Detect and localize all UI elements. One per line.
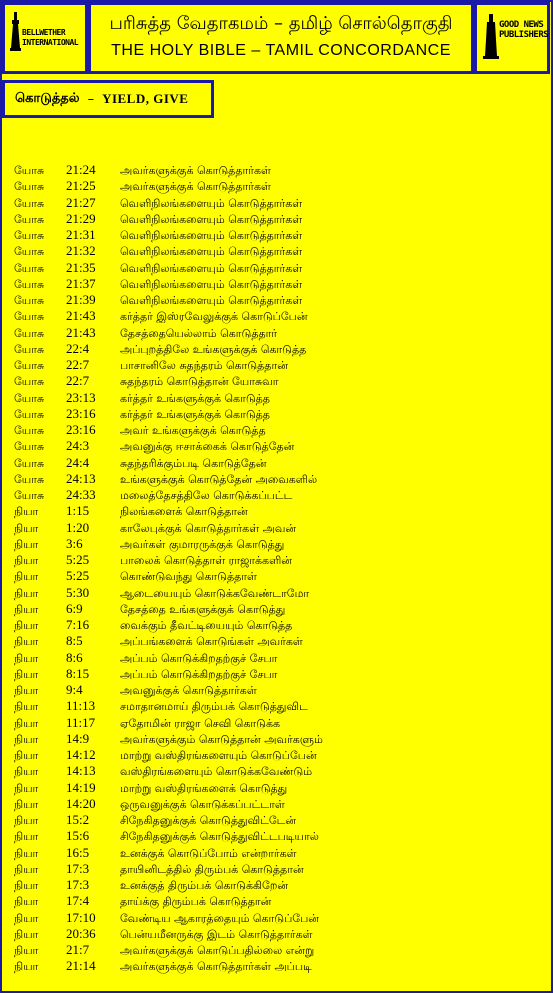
verse-reference: 14:13 <box>66 763 96 779</box>
verse-excerpt: சிநேகிதனுக்குக் கொடுத்துவிட்டபடியால் <box>120 830 319 844</box>
verse-reference: 21:25 <box>66 178 96 194</box>
book-name: நியா <box>14 781 39 795</box>
verse-reference: 21:14 <box>66 958 96 974</box>
book-name: யோசு <box>14 472 45 486</box>
verse-reference: 21:37 <box>66 275 96 291</box>
book-name: நியா <box>14 700 39 714</box>
list-item <box>14 308 323 324</box>
verse-reference: 24:3 <box>66 438 90 454</box>
verse-reference: 8:15 <box>66 665 90 681</box>
list-item <box>14 178 323 194</box>
book-name: நியா <box>14 830 39 844</box>
verse-excerpt: அவர்களுக்குக் கொடுத்தார்கள் <box>120 164 271 177</box>
verse-reference: 21:31 <box>66 227 96 242</box>
list-item <box>14 390 323 406</box>
headword-box <box>2 80 214 118</box>
list-item <box>14 666 323 682</box>
verse-reference: 21:7 <box>66 942 90 957</box>
verse-reference: 24:33 <box>66 487 96 502</box>
list-item <box>14 227 323 243</box>
verse-excerpt: அவர்களுக்கும் கொடுத்தான் அவர்களும் <box>120 732 323 746</box>
verse-reference: 14:20 <box>66 795 96 811</box>
verse-excerpt: மாற்று வஸ்திரங்களையும் கொடுப்பேன் <box>120 749 317 762</box>
verse-reference: 21:32 <box>66 243 96 259</box>
book-name: நியா <box>14 862 39 876</box>
book-name: யோசு <box>14 407 45 421</box>
list-item <box>14 731 323 747</box>
book-name: யோசு <box>14 440 45 454</box>
list-item <box>14 487 323 503</box>
verse-reference: 8:6 <box>66 649 83 665</box>
verse-excerpt: தாய்க்கு திரும்பக் கொடுத்தான் <box>120 895 272 909</box>
book-name: யோசு <box>14 212 45 226</box>
book-name: நியா <box>14 927 39 941</box>
book-name: யோசு <box>14 391 45 405</box>
verse-reference: 17:3 <box>66 877 90 892</box>
book-name: யோசு <box>14 326 45 340</box>
verse-excerpt: வெளிநிலங்களையும் கொடுத்தார்கள் <box>120 196 303 210</box>
verse-reference: 21:24 <box>66 162 96 177</box>
verse-excerpt: தேசத்தையெல்லாம் கொடுத்தார் <box>120 326 278 340</box>
verse-reference: 21:35 <box>66 259 96 275</box>
verse-excerpt: சமாதானமாய் திரும்பக் கொடுத்துவிட <box>120 700 308 714</box>
verse-excerpt: அவர்களுக்குக் கொடுத்தார்கள் அப்படி <box>120 960 312 974</box>
verse-excerpt: வெளிநிலங்களையும் கொடுத்தார்கள் <box>120 261 303 275</box>
verse-excerpt: சுதந்தரம் கொடுத்தான் யோசுவா <box>120 375 279 389</box>
book-name: நியா <box>14 667 39 681</box>
verse-reference: 21:27 <box>66 194 96 210</box>
verse-excerpt: வெளிநிலங்களையும் கொடுத்தார்கள் <box>120 245 303 259</box>
list-item <box>14 357 323 373</box>
concordance-list <box>14 162 323 975</box>
list-item <box>14 780 323 796</box>
verse-excerpt: ஒருவனுக்குக் கொடுக்கப்பட்டாள் <box>120 797 285 811</box>
verse-excerpt: அவனுக்கு ஈசாக்கைக் கொடுத்தேன் <box>120 440 295 454</box>
list-item <box>14 861 323 877</box>
verse-reference: 7:16 <box>66 617 90 632</box>
list-item <box>14 601 323 617</box>
verse-reference: 5:25 <box>66 568 90 584</box>
list-item <box>14 633 323 649</box>
book-name: யோசு <box>14 424 45 437</box>
verse-reference: 23:16 <box>66 405 96 421</box>
list-item <box>14 910 323 926</box>
list-item <box>14 926 323 942</box>
title-banner <box>88 2 474 74</box>
book-name: நியா <box>14 635 39 649</box>
verse-reference: 22:7 <box>66 373 90 389</box>
book-name: யோசு <box>14 164 45 177</box>
verse-excerpt: கொண்டுவந்து கொடுத்தாள் <box>120 570 257 584</box>
verse-reference: 11:17 <box>66 714 96 730</box>
list-item <box>14 341 323 357</box>
list-item <box>14 715 323 731</box>
book-name: நியா <box>14 944 39 957</box>
verse-reference: 17:10 <box>66 909 96 925</box>
verse-reference: 22:4 <box>66 340 90 356</box>
headword-separator: – <box>87 91 95 107</box>
book-name: நியா <box>14 651 39 665</box>
verse-excerpt: வேண்டிய ஆகாரத்தையும் கொடுப்பேன் <box>120 911 319 925</box>
list-item <box>14 406 323 422</box>
list-item <box>14 162 323 178</box>
verse-excerpt: அவர்கள் குமாரருக்குக் கொடுத்து <box>120 537 285 551</box>
logo-line-2: INTERNATIONAL <box>22 38 79 47</box>
verse-excerpt: வெளிநிலங்களையும் கொடுத்தார்கள் <box>120 229 303 242</box>
list-item <box>14 552 323 568</box>
list-item <box>14 942 323 958</box>
book-name: நியா <box>14 797 39 811</box>
list-item <box>14 373 323 389</box>
verse-excerpt: ஏதோமின் ராஜா செவி கொடுக்க <box>120 716 281 730</box>
list-item <box>14 845 323 861</box>
verse-excerpt: வெளிநிலங்களையும் கொடுத்தார்கள் <box>120 294 303 307</box>
good-news-logo <box>474 2 550 74</box>
list-item <box>14 617 323 633</box>
verse-reference: 14:9 <box>66 730 90 746</box>
book-name: நியா <box>14 505 39 519</box>
verse-reference: 24:13 <box>66 470 96 486</box>
verse-excerpt: ஆடையையும் கொடுக்கவேண்டாமோ <box>120 586 310 600</box>
book-name: நியா <box>14 602 39 616</box>
list-item <box>14 455 323 471</box>
list-item <box>14 325 323 341</box>
verse-excerpt: தாயினிடத்தில் திரும்பக் கொடுத்தான் <box>120 862 304 876</box>
list-item <box>14 763 323 779</box>
book-name: யோசு <box>14 196 45 210</box>
book-name: யோசு <box>14 180 45 194</box>
logo-line-1: BELLWETHER <box>22 28 66 37</box>
book-name: யோசு <box>14 375 45 389</box>
list-item <box>14 585 323 601</box>
verse-excerpt: பாசானிலே சுதந்தரம் கொடுத்தான் <box>120 359 288 372</box>
list-item <box>14 747 323 763</box>
verse-reference: 21:39 <box>66 292 96 307</box>
verse-reference: 15:6 <box>66 828 90 844</box>
logo-line-2: PUBLISHERS <box>499 30 549 40</box>
book-name: யோசு <box>14 245 45 259</box>
verse-excerpt: சிநேகிதனுக்குக் கொடுத்துவிட்டேன் <box>120 814 297 827</box>
verse-excerpt: மலைத்தேசத்திலே கொடுக்கப்பட்ட <box>120 489 293 502</box>
verse-excerpt: அப்பம் கொடுக்கிறதற்குச் சேபா <box>120 667 278 681</box>
verse-excerpt: அவர்களுக்குக் கொடுத்தார்கள் <box>120 180 271 194</box>
book-name: யோசு <box>14 261 45 275</box>
verse-excerpt: அவர்களுக்குக் கொடுப்பதில்லை என்று <box>120 944 315 957</box>
verse-reference: 23:16 <box>66 422 96 437</box>
verse-excerpt: கர்த்தர் இஸ்ரவேலுக்குக் கொடுப்பேன் <box>120 310 308 324</box>
book-name: நியா <box>14 814 39 827</box>
verse-excerpt: அவனுக்குக் கொடுத்தார்கள் <box>120 684 257 697</box>
verse-excerpt: பென்யமீனருக்கு இடம் கொடுத்தார்கள் <box>120 927 313 941</box>
list-item <box>14 812 323 828</box>
verse-reference: 16:5 <box>66 844 90 860</box>
verse-excerpt: அப்புறத்திலே உங்களுக்குக் கொடுத்த <box>120 342 307 356</box>
list-item <box>14 698 323 714</box>
verse-reference: 21:29 <box>66 210 96 226</box>
book-name: நியா <box>14 716 39 730</box>
verse-excerpt: மாற்று வஸ்திரங்களைக் கொடுத்து <box>120 781 288 795</box>
list-item <box>14 422 323 438</box>
verse-excerpt: உங்களுக்குக் கொடுத்தேன் அவைகளில் <box>120 472 318 486</box>
verse-excerpt: உனக்குத் திரும்பக் கொடுக்கிறேன் <box>120 879 289 892</box>
book-name: யோசு <box>14 310 45 324</box>
headword-english: YIELD, GIVE <box>102 91 189 106</box>
title-english: THE HOLY BIBLE – TAMIL CONCORDANCE <box>111 42 451 59</box>
verse-excerpt: காலேபுக்குக் கொடுத்தார்கள் அவன் <box>120 521 297 535</box>
verse-reference: 22:7 <box>66 357 90 372</box>
verse-excerpt: கர்த்தர் உங்களுக்குக் கொடுத்த <box>120 407 270 421</box>
list-item <box>14 243 323 259</box>
verse-reference: 14:12 <box>66 747 96 762</box>
headword-tamil: கொடுத்தல் <box>15 91 80 106</box>
list-item <box>14 682 323 698</box>
list-item <box>14 260 323 276</box>
verse-reference: 11:13 <box>66 698 96 714</box>
list-item <box>14 438 323 454</box>
book-name: நியா <box>14 765 39 779</box>
list-item <box>14 292 323 308</box>
verse-reference: 21:43 <box>66 308 96 324</box>
list-item <box>14 958 323 974</box>
book-name: நியா <box>14 521 39 535</box>
list-item <box>14 520 323 536</box>
book-name: நியா <box>14 749 39 762</box>
title-tamil: பரிசுத்த வேதாகமம் – தமிழ் சொல்தொகுதி <box>109 13 453 34</box>
verse-excerpt: வெளிநிலங்களையும் கொடுத்தார்கள் <box>120 277 303 291</box>
verse-excerpt: அவர் உங்களுக்குக் கொடுத்த <box>120 424 266 437</box>
verse-excerpt: அப்பம் கொடுக்கிறதற்குச் சேபா <box>120 651 278 665</box>
verse-reference: 1:20 <box>66 519 90 535</box>
list-item <box>14 893 323 909</box>
book-name: நியா <box>14 960 39 974</box>
list-item <box>14 195 323 211</box>
list-item <box>14 568 323 584</box>
book-name: நியா <box>14 846 39 860</box>
book-name: நியா <box>14 911 39 925</box>
verse-excerpt: கர்த்தர் உங்களுக்குக் கொடுத்த <box>120 391 270 405</box>
verse-reference: 1:15 <box>66 503 90 519</box>
verse-reference: 9:4 <box>66 682 83 697</box>
list-item <box>14 650 323 666</box>
book-name: நியா <box>14 619 39 632</box>
verse-reference: 23:13 <box>66 389 96 405</box>
book-name: யோசு <box>14 294 45 307</box>
book-name: நியா <box>14 684 39 697</box>
verse-reference: 5:25 <box>66 552 90 567</box>
verse-reference: 20:36 <box>66 925 96 941</box>
verse-excerpt: பாலைக் கொடுத்தாள் ராஜாக்களின் <box>120 554 292 567</box>
book-name: நியா <box>14 537 39 551</box>
verse-reference: 17:4 <box>66 893 90 909</box>
verse-excerpt: சுதந்தரிக்கும்படி கொடுத்தேன் <box>120 456 267 470</box>
verse-reference: 3:6 <box>66 535 83 551</box>
verse-reference: 5:30 <box>66 584 90 600</box>
verse-excerpt: உனக்குக் கொடுப்போம் என்றார்கள் <box>120 846 297 860</box>
list-item <box>14 211 323 227</box>
book-name: நியா <box>14 570 39 584</box>
book-name: யோசு <box>14 456 45 470</box>
verse-reference: 6:9 <box>66 600 83 616</box>
list-item <box>14 796 323 812</box>
book-name: யோசு <box>14 342 45 356</box>
verse-reference: 8:5 <box>66 633 83 649</box>
book-name: யோசு <box>14 489 45 502</box>
logo-line-1: GOOD NEWS <box>499 20 544 30</box>
list-item <box>14 471 323 487</box>
verse-excerpt: நிலங்களைக் கொடுத்தான் <box>120 505 248 519</box>
book-name: யோசு <box>14 229 45 242</box>
list-item <box>14 828 323 844</box>
list-item <box>14 536 323 552</box>
verse-reference: 15:2 <box>66 812 90 827</box>
book-name: நியா <box>14 895 39 909</box>
list-item <box>14 877 323 893</box>
list-item <box>14 276 323 292</box>
verse-reference: 14:19 <box>66 779 96 795</box>
book-name: நியா <box>14 732 39 746</box>
book-name: யோசு <box>14 359 45 372</box>
verse-excerpt: தேசத்தை உங்களுக்குக் கொடுத்து <box>120 602 286 616</box>
verse-excerpt: வெளிநிலங்களையும் கொடுத்தார்கள் <box>120 212 303 226</box>
verse-excerpt: வஸ்திரங்களையும் கொடுக்கவேண்டும் <box>120 765 313 779</box>
verse-excerpt: வைக்கும் தீவட்டியையும் கொடுத்த <box>120 619 293 632</box>
book-name: நியா <box>14 586 39 600</box>
book-name: நியா <box>14 879 39 892</box>
book-name: யோசு <box>14 277 45 291</box>
list-item <box>14 503 323 519</box>
verse-reference: 21:43 <box>66 324 96 340</box>
verse-reference: 24:4 <box>66 454 90 470</box>
book-name: நியா <box>14 554 39 567</box>
verse-excerpt: அப்பங்களைக் கொடுங்கள் அவர்கள் <box>120 635 303 649</box>
bellwether-logo <box>2 2 88 74</box>
verse-reference: 17:3 <box>66 860 90 876</box>
